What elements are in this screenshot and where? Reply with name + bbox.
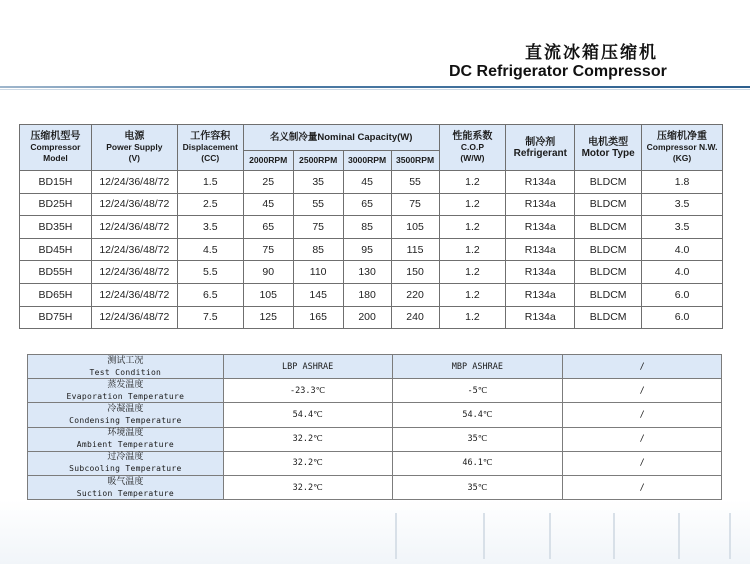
cell-model: BD15H — [20, 171, 92, 194]
table-row — [20, 283, 723, 306]
table-row — [28, 427, 722, 451]
lbp-value: 32.2℃ — [223, 427, 392, 451]
cell-power: 12/24/36/48/72 — [91, 283, 177, 306]
cell-capacity-3000: 85 — [343, 216, 391, 239]
footer-divider — [613, 513, 615, 559]
condition-label: 冷凝温度 Condensing Temperature — [28, 403, 224, 427]
header-rpm-3500: 3500RPM — [391, 151, 439, 171]
cell-weight: 6.0 — [642, 283, 723, 306]
header-nominal-capacity: 名义制冷量Nominal Capacity(W) — [243, 125, 439, 151]
table-row — [28, 451, 722, 475]
cell-capacity-2000: 105 — [243, 283, 293, 306]
cell-capacity-3000: 45 — [343, 171, 391, 194]
cell-cop: 1.2 — [439, 216, 506, 239]
header-displacement: 工作容积 Displacement (CC) — [177, 125, 243, 171]
cell-displacement: 7.5 — [177, 306, 243, 329]
cell-capacity-3500: 220 — [391, 283, 439, 306]
other-value: / — [563, 403, 722, 427]
header-rpm-3000: 3000RPM — [343, 151, 391, 171]
cell-weight: 3.5 — [642, 193, 723, 216]
other-value: / — [563, 451, 722, 475]
cell-model: BD25H — [20, 193, 92, 216]
cell-cop: 1.2 — [439, 193, 506, 216]
cell-capacity-3000: 130 — [343, 261, 391, 284]
cell-capacity-3500: 105 — [391, 216, 439, 239]
cell-capacity-2500: 145 — [293, 283, 343, 306]
other-value: / — [563, 379, 722, 403]
cell-motor: BLDCM — [575, 261, 642, 284]
table-row — [20, 171, 723, 194]
cell-refrigerant: R134a — [506, 193, 575, 216]
mbp-value: 35℃ — [392, 475, 563, 499]
footer-divider — [483, 513, 485, 559]
mbp-value: 46.1℃ — [392, 451, 563, 475]
cell-motor: BLDCM — [575, 238, 642, 261]
footer-divider — [678, 513, 680, 559]
header-model: 压缩机型号 Compressor Model — [20, 125, 92, 171]
lbp-value: -23.3℃ — [223, 379, 392, 403]
test-header-row — [28, 355, 722, 379]
cell-model: BD75H — [20, 306, 92, 329]
cell-weight: 3.5 — [642, 216, 723, 239]
cell-capacity-2500: 55 — [293, 193, 343, 216]
cell-capacity-3000: 180 — [343, 283, 391, 306]
cell-displacement: 6.5 — [177, 283, 243, 306]
cell-capacity-3500: 240 — [391, 306, 439, 329]
cell-capacity-2500: 75 — [293, 216, 343, 239]
footer-divider — [729, 513, 731, 559]
cell-motor: BLDCM — [575, 171, 642, 194]
cell-power: 12/24/36/48/72 — [91, 261, 177, 284]
mbp-value: -5℃ — [392, 379, 563, 403]
cell-refrigerant: R134a — [506, 306, 575, 329]
cell-capacity-2000: 125 — [243, 306, 293, 329]
cell-model: BD55H — [20, 261, 92, 284]
table-row — [20, 238, 723, 261]
cell-weight: 6.0 — [642, 306, 723, 329]
lbp-header: LBP ASHRAE — [223, 355, 392, 379]
cell-displacement: 1.5 — [177, 171, 243, 194]
test-condition-table — [27, 354, 722, 500]
cell-capacity-2000: 90 — [243, 261, 293, 284]
cell-power: 12/24/36/48/72 — [91, 216, 177, 239]
header-motor-type: 电机类型 Motor Type — [575, 125, 642, 171]
cell-cop: 1.2 — [439, 171, 506, 194]
cell-weight: 4.0 — [642, 238, 723, 261]
cell-capacity-2500: 85 — [293, 238, 343, 261]
condition-label: 蒸发温度 Evaporation Temperature — [28, 379, 224, 403]
condition-label: 过冷温度 Subcooling Temperature — [28, 451, 224, 475]
table-row — [28, 475, 722, 499]
title-english: DC Refrigerator Compressor — [449, 63, 667, 80]
cell-cop: 1.2 — [439, 283, 506, 306]
cell-motor: BLDCM — [575, 216, 642, 239]
cell-power: 12/24/36/48/72 — [91, 171, 177, 194]
lbp-value: 32.2℃ — [223, 451, 392, 475]
cell-refrigerant: R134a — [506, 171, 575, 194]
cell-capacity-3500: 115 — [391, 238, 439, 261]
mbp-value: 35℃ — [392, 427, 563, 451]
cell-motor: BLDCM — [575, 193, 642, 216]
cell-motor: BLDCM — [575, 306, 642, 329]
cell-refrigerant: R134a — [506, 216, 575, 239]
cell-capacity-3500: 150 — [391, 261, 439, 284]
cell-model: BD35H — [20, 216, 92, 239]
footer-divider — [549, 513, 551, 559]
cell-cop: 1.2 — [439, 261, 506, 284]
cell-motor: BLDCM — [575, 283, 642, 306]
header-cop: 性能系数 C.O.P (W/W) — [439, 125, 506, 171]
cell-capacity-2500: 165 — [293, 306, 343, 329]
cell-power: 12/24/36/48/72 — [91, 238, 177, 261]
table-row — [20, 193, 723, 216]
table-row — [28, 379, 722, 403]
table-row — [20, 216, 723, 239]
cell-refrigerant: R134a — [506, 283, 575, 306]
cell-capacity-3000: 200 — [343, 306, 391, 329]
header-rpm-2000: 2000RPM — [243, 151, 293, 171]
cell-refrigerant: R134a — [506, 261, 575, 284]
cell-displacement: 5.5 — [177, 261, 243, 284]
table-row — [20, 306, 723, 329]
header-net-weight: 压缩机净重 Compressor N.W. (KG) — [642, 125, 723, 171]
test-condition-header: 测试工况 Test Condition — [28, 355, 224, 379]
header-rpm-2500: 2500RPM — [293, 151, 343, 171]
cell-cop: 1.2 — [439, 238, 506, 261]
cell-capacity-3000: 65 — [343, 193, 391, 216]
cell-capacity-3500: 55 — [391, 171, 439, 194]
cell-displacement: 4.5 — [177, 238, 243, 261]
table-row — [28, 403, 722, 427]
table-row — [20, 261, 723, 284]
title-chinese: 直流冰箱压缩机 — [525, 43, 658, 63]
cell-displacement: 3.5 — [177, 216, 243, 239]
cell-capacity-2500: 35 — [293, 171, 343, 194]
mbp-header: MBP ASHRAE — [392, 355, 563, 379]
other-value: / — [563, 427, 722, 451]
cell-capacity-2500: 110 — [293, 261, 343, 284]
condition-label: 吸气温度 Suction Temperature — [28, 475, 224, 499]
cell-refrigerant: R134a — [506, 238, 575, 261]
cell-capacity-3000: 95 — [343, 238, 391, 261]
cell-weight: 4.0 — [642, 261, 723, 284]
header-refrigerant: 制冷剂 Refrigerant — [506, 125, 575, 171]
header-power-supply: 电源 Power Supply (V) — [91, 125, 177, 171]
header-rule-thin — [0, 89, 750, 90]
lbp-value: 54.4℃ — [223, 403, 392, 427]
cell-model: BD65H — [20, 283, 92, 306]
footer-divider — [395, 513, 397, 559]
cell-capacity-2000: 75 — [243, 238, 293, 261]
cell-capacity-2000: 25 — [243, 171, 293, 194]
spec-table — [19, 124, 723, 329]
condition-label: 环境温度 Ambient Temperature — [28, 427, 224, 451]
cell-capacity-2000: 45 — [243, 193, 293, 216]
cell-cop: 1.2 — [439, 306, 506, 329]
header-rule — [0, 86, 750, 88]
cell-model: BD45H — [20, 238, 92, 261]
footer-band — [0, 500, 750, 564]
cell-power: 12/24/36/48/72 — [91, 193, 177, 216]
cell-displacement: 2.5 — [177, 193, 243, 216]
lbp-value: 32.2℃ — [223, 475, 392, 499]
cell-capacity-2000: 65 — [243, 216, 293, 239]
cell-weight: 1.8 — [642, 171, 723, 194]
other-value: / — [563, 475, 722, 499]
cell-capacity-3500: 75 — [391, 193, 439, 216]
mbp-value: 54.4℃ — [392, 403, 563, 427]
other-header: / — [563, 355, 722, 379]
cell-power: 12/24/36/48/72 — [91, 306, 177, 329]
